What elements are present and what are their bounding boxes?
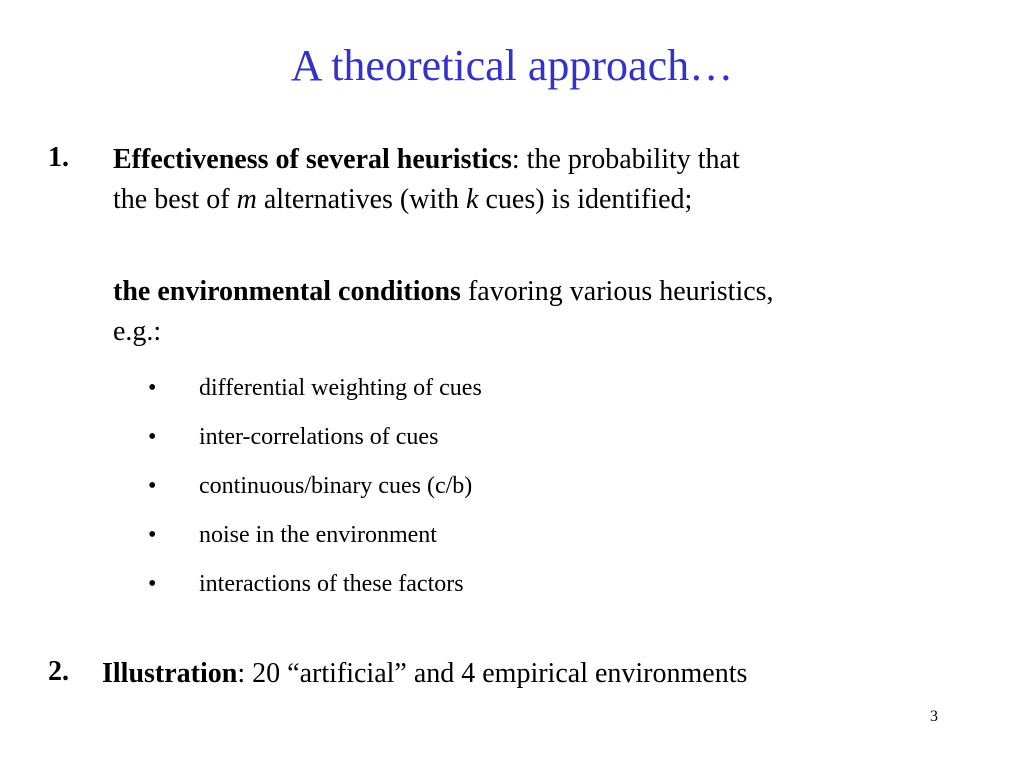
item-1-bold-lead: Effectiveness of several heuristics [113,144,512,175]
item-1-text-a: : the probability that [511,144,740,175]
item-1-var-k: k [466,184,479,215]
bullet-icon: • [148,375,157,401]
item-1-text [113,140,993,220]
bullet-text: continuous/binary cues (c/b) [199,473,473,499]
item-2-number: 2. [48,656,69,687]
item-2-rest: : 20 “artificial” and 4 empirical environments [237,658,748,689]
bullet-icon: • [148,424,157,450]
page-number: 3 [930,708,938,725]
environment-conditions [113,272,1003,352]
bullet-icon: • [148,522,157,548]
bullet-text: interactions of these factors [199,571,464,597]
bullet-icon: • [148,571,157,597]
environment-text: favoring various heuristics, [460,276,774,307]
item-2-text [102,654,1002,694]
item-1-line-2 [113,180,993,220]
item-1-text-d: cues) is identified; [478,184,693,215]
item-2-bold-lead: Illustration [102,658,238,689]
item-1-line-1 [113,140,993,180]
item-1-number: 1. [48,142,69,173]
bullet-text: differential weighting of cues [199,375,482,401]
bullet-text: inter-correlations of cues [199,424,439,450]
bullet-icon: • [148,473,157,499]
bullet-text: noise in the environment [199,522,437,548]
item-1-text-c: alternatives (with [256,184,467,215]
environment-bold: the environmental conditions [113,276,461,307]
item-1-var-m: m [236,184,257,215]
item-1-text-b: the best of [113,184,237,215]
environment-line-1 [113,272,1003,312]
environment-eg: e.g.: [113,316,162,347]
slide-title: A theoretical approach… [290,41,734,90]
